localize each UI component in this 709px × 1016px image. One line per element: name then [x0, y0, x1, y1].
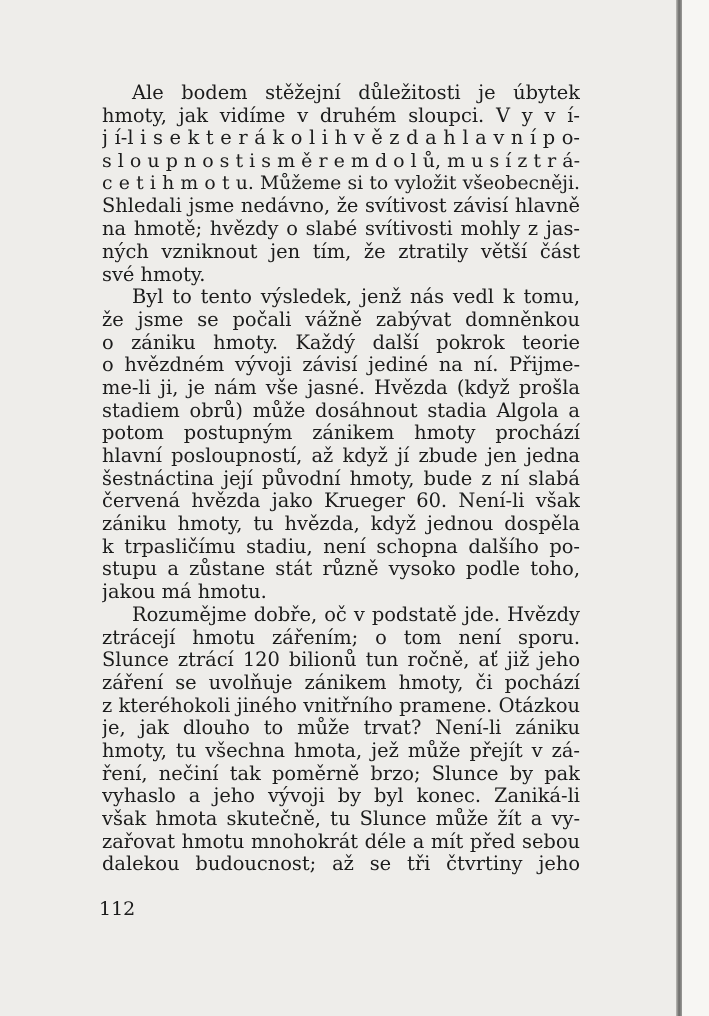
text-line: stupu a zůstane stát různě vysoko podle toho, [102, 558, 580, 581]
text-line: na hmotě; hvězdy o slabé svítivosti mohly z jas- [102, 218, 580, 241]
text-line: j í-l i s e k t e r á k o l i h v ě z d a h l a v n í p o- [102, 127, 580, 150]
text-line: je, jak dlouho to může trvat? Není-li zániku [102, 717, 580, 740]
facing-page-edge [682, 0, 709, 1016]
text-line: stadiem obrů) může dosáhnout stadia Algola a [102, 399, 580, 422]
text-line: potom postupným zánikem hmoty prochází [102, 422, 580, 445]
text-line: jakou má hmotu. [102, 581, 267, 604]
body-text [102, 82, 580, 876]
text-line: ztrácejí hmotu zářením; o tom není sporu. [102, 626, 580, 649]
text-line: vyhaslo a jeho vývoji by byl konec. Zaniká-li [102, 785, 580, 808]
text-line: z kteréhokoli jiného vnitřního pramene. Otázkou [102, 694, 580, 717]
text-line: me-li ji, je nám vše jasné. Hvězda (když prošla [102, 376, 580, 399]
text-line: hmoty, tu všechna hmota, jež může přejít v zá- [102, 739, 580, 762]
text-line: ření, nečiní tak poměrně brzo; Slunce by pak [102, 762, 580, 785]
text-line: zařovat hmotu mnohokrát déle a mít před sebou [102, 830, 580, 853]
text-line: dalekou budoucnost; až se tři čtvrtiny jeho [102, 853, 580, 876]
text-line: ných vzniknout jen tím, že ztratily větší část [102, 240, 580, 263]
text-line: hlavní posloupností, až když jí zbude jen jedna [102, 445, 580, 467]
text-line: šestnáctina její původní hmoty, bude z ní slabá [102, 467, 580, 490]
text-line: Ale bodem stěžejní důležitosti je úbytek [132, 82, 580, 104]
text-line: s l o u p n o s t i s m ě r e m d o l ů, m u s í z t r á- [102, 150, 580, 173]
text-line: Byl to tento výsledek, jenž nás vedl k tomu, [132, 286, 580, 309]
page-number: 112 [99, 898, 136, 920]
text-line: však hmota skutečně, tu Slunce může žít a vy- [102, 808, 580, 830]
text-line: o zániku hmoty. Každý další pokrok teorie [102, 331, 580, 354]
text-line: záření se uvolňuje zánikem hmoty, či pochází [102, 671, 580, 694]
text-line: c e t i h m o t u. Můžeme si to vyložit všeobecněji. [102, 172, 580, 194]
text-line: zániku hmoty, tu hvězda, když jednou dospěla [102, 513, 580, 536]
text-line: o hvězdném vývoji závisí jediné na ní. Přijme- [102, 354, 580, 377]
text-line: že jsme se počali vážně zabývat domněnkou [102, 308, 580, 331]
text-line: k trpasličímu stadiu, není schopna dalšího po- [102, 535, 580, 558]
text-line: Shledali jsme nedávno, že svítivost závisí hlavně [102, 195, 580, 218]
text-line: hmoty, jak vidíme v druhém sloupci. V y v í- [102, 104, 580, 127]
text-line: své hmoty. [102, 263, 206, 286]
text-line: Slunce ztrácí 120 bilionů tun ročně, ať již jeho [102, 649, 580, 672]
text-line: červená hvězda jako Krueger 60. Není-li však [102, 490, 580, 513]
text-line: Rozumějme dobře, oč v podstatě jde. Hvězdy [132, 603, 580, 626]
